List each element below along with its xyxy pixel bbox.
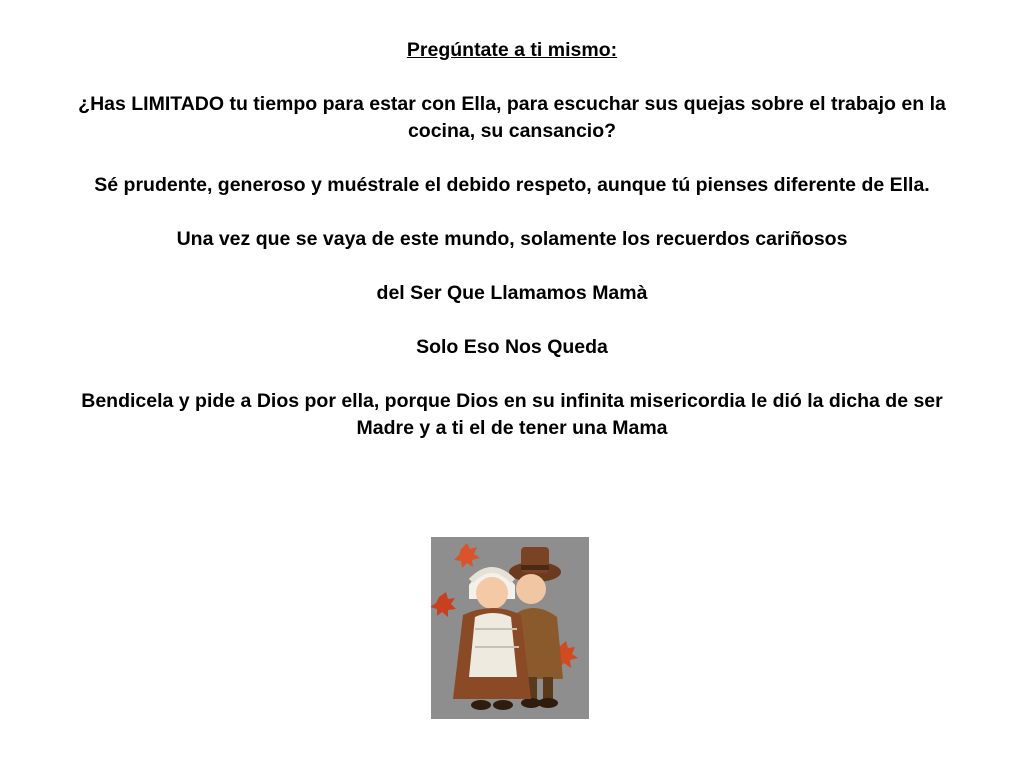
paragraph-only-this: Solo Eso Nos Queda [416,336,608,358]
children-praying-illustration [431,537,589,719]
paragraph-limited-time: ¿Has LIMITADO tu tiempo para estar con Ella, para escuchar sus quejas sobre el trabajo en la cocina, su cansancio? [78,93,946,142]
slide-title: Pregúntate a ti mismo: [406,39,618,61]
illustration-svg [431,537,589,719]
slide-text [60,37,964,442]
paragraph-blessing: Bendicela y pide a Dios por ella, porque Dios en su infinita misericordia le dió la dicha de ser Madre y a ti el de tener una Mama [81,390,943,439]
paragraph-respect: Sé prudente, generoso y muéstrale el debido respeto, aunque tú pienses diferente de Ella. [94,174,930,196]
paragraph-mama: del Ser Que Llamamos Mamà [376,282,648,304]
paragraph-memories: Una vez que se vaya de este mundo, solamente los recuerdos cariñosos [176,228,848,250]
